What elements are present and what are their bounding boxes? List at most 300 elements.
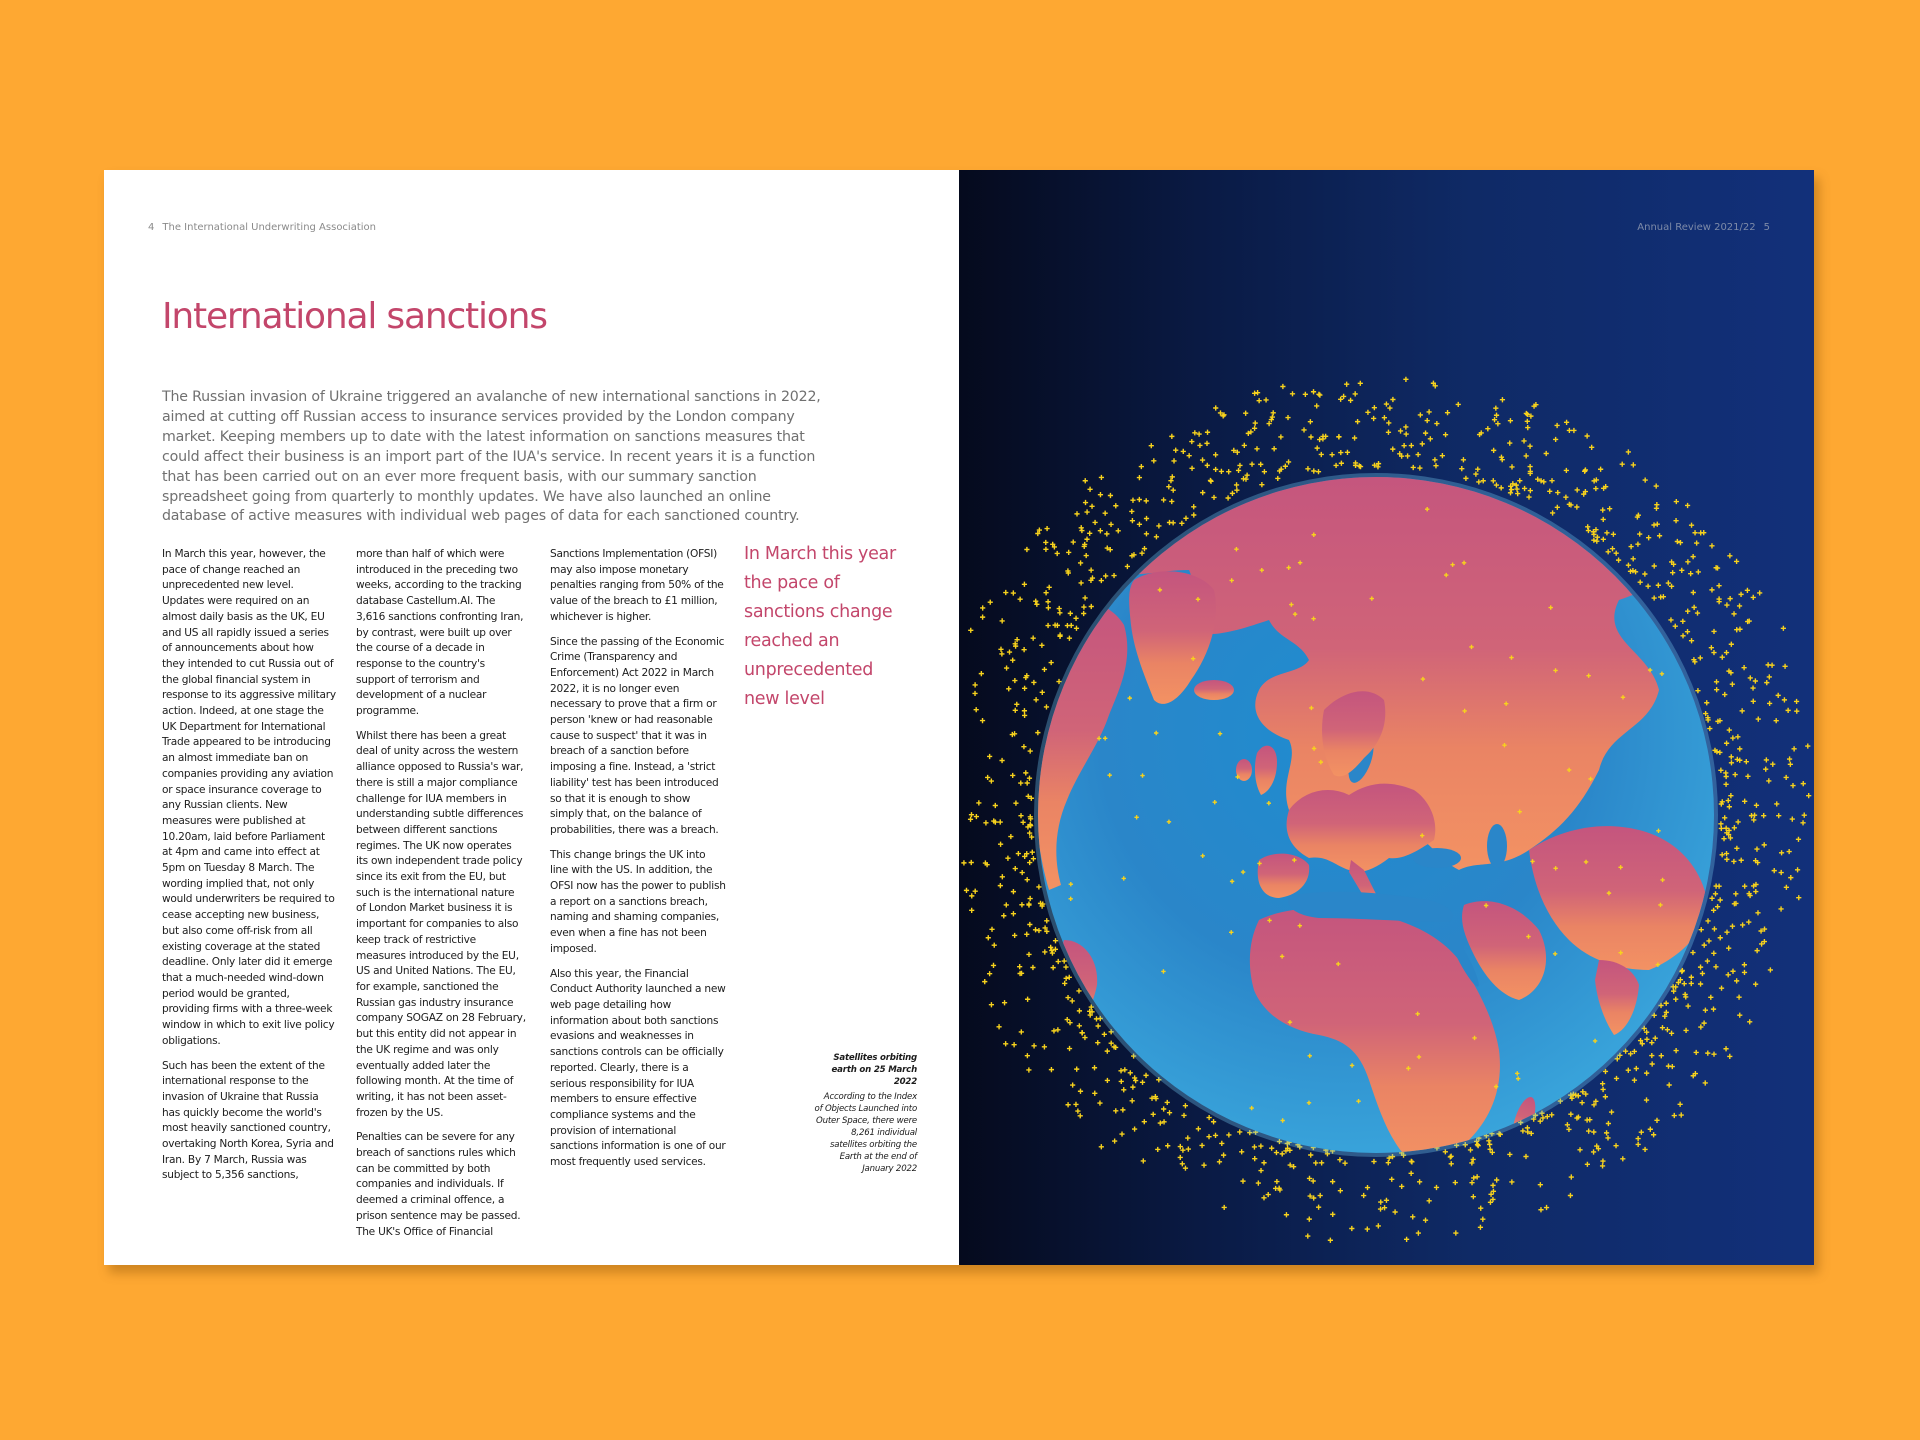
satellite-marker: [1711, 908, 1716, 913]
satellite-marker: [1028, 896, 1033, 901]
satellite-marker: [1181, 449, 1186, 454]
body-column-3: [550, 547, 726, 1180]
body-paragraph: Since the passing of the Economic Crime (Transparency and Enforcement) Act 2022 in March 2022, it is no longer even necessary to prove that a firm or person 'knew or had reasonable cause to suspect' that it was in breach of a sanction before imposing a fine. Instead, a 'strict liability' test has been introduced so that it is enough to show simply that, on the balance of probabilities, there was a breach.: [550, 635, 725, 836]
satellite-marker: [1737, 746, 1742, 751]
satellite-marker: [1073, 1102, 1078, 1107]
satellite-marker: [1632, 1078, 1637, 1083]
satellite-marker: [1604, 530, 1609, 535]
satellite-marker: [1567, 428, 1572, 433]
satellite-marker: [1727, 727, 1732, 732]
satellite-marker: [1035, 730, 1040, 735]
satellite-marker: [1774, 801, 1779, 806]
satellite-marker: [1730, 969, 1735, 974]
satellite-marker: [1480, 1217, 1485, 1222]
satellite-marker: [1802, 813, 1807, 818]
satellite-marker: [1039, 643, 1044, 648]
satellite-marker: [1734, 978, 1739, 983]
satellite-marker: [1046, 605, 1051, 610]
satellite-marker: [1036, 928, 1041, 933]
satellite-marker: [1099, 475, 1104, 480]
satellite-marker: [1475, 467, 1480, 472]
satellite-marker: [1019, 902, 1024, 907]
satellite-marker: [1065, 995, 1070, 1000]
satellite-marker: [1591, 538, 1596, 543]
satellite-marker: [1099, 1144, 1104, 1149]
satellite-marker: [1234, 488, 1239, 493]
satellite-marker: [1169, 499, 1174, 504]
satellite-marker: [1433, 463, 1438, 468]
satellite-marker: [1754, 846, 1759, 851]
satellite-marker: [1764, 680, 1769, 685]
satellite-marker: [1012, 933, 1017, 938]
satellite-marker: [1761, 813, 1766, 818]
satellite-marker: [1252, 426, 1257, 431]
satellite-marker: [1204, 441, 1209, 446]
satellite-marker: [1236, 468, 1241, 473]
satellite-marker: [1318, 1193, 1323, 1198]
satellite-marker: [972, 691, 977, 696]
satellite-marker: [1500, 397, 1505, 402]
satellite-marker: [1478, 1206, 1483, 1211]
satellite-marker: [1767, 701, 1772, 706]
satellite-marker: [1774, 718, 1779, 723]
satellite-marker: [1333, 463, 1338, 468]
satellite-marker: [1280, 1151, 1285, 1156]
satellite-marker: [1742, 665, 1747, 670]
satellite-marker: [1121, 1087, 1126, 1092]
satellite-marker: [1031, 636, 1036, 641]
satellite-marker: [1372, 405, 1377, 410]
satellite-marker: [1278, 434, 1283, 439]
satellite-marker: [1082, 595, 1087, 600]
satellite-marker: [1726, 972, 1731, 977]
publisher-name: The International Underwriting Association: [162, 222, 376, 233]
satellite-marker: [1614, 551, 1619, 556]
satellite-marker: [989, 778, 994, 783]
satellite-marker: [1651, 1132, 1656, 1137]
satellite-marker: [1352, 435, 1357, 440]
satellite-marker: [1507, 1152, 1512, 1157]
pull-quote: In March this year the pace of sanctions change reached an unprecedented new level: [744, 544, 896, 709]
satellite-marker: [1043, 547, 1048, 552]
satellite-marker: [1353, 391, 1358, 396]
satellite-marker: [1102, 1032, 1107, 1037]
satellite-marker: [1611, 532, 1616, 537]
satellite-marker: [986, 935, 991, 940]
satellite-marker: [1258, 1143, 1263, 1148]
satellite-marker: [1308, 1152, 1313, 1157]
satellite-marker: [1786, 708, 1791, 713]
satellite-marker: [1698, 981, 1703, 986]
satellite-marker: [1478, 1225, 1483, 1230]
satellite-marker: [1564, 420, 1569, 425]
satellite-marker: [1189, 466, 1194, 471]
satellite-marker: [1653, 1036, 1658, 1041]
satellite-marker: [1568, 1112, 1573, 1117]
satellite-marker: [1620, 1156, 1625, 1161]
satellite-marker: [1729, 760, 1734, 765]
satellite-marker: [1714, 679, 1719, 684]
satellite-marker: [1081, 604, 1086, 609]
satellite-marker: [1718, 768, 1723, 773]
satellite-marker: [1735, 734, 1740, 739]
satellite-marker: [1133, 1078, 1138, 1083]
satellite-marker: [1349, 1226, 1354, 1231]
satellite-marker: [1453, 1230, 1458, 1235]
satellite-marker: [1565, 1122, 1570, 1127]
satellite-marker: [1252, 1156, 1257, 1161]
satellite-marker: [1790, 783, 1795, 788]
satellite-marker: [1047, 585, 1052, 590]
satellite-marker: [1636, 1142, 1641, 1147]
left-page-number: 4: [148, 222, 155, 233]
satellite-marker: [1243, 411, 1248, 416]
satellite-marker: [1018, 780, 1023, 785]
satellite-marker: [1025, 1053, 1030, 1058]
satellite-marker: [1736, 995, 1741, 1000]
satellite-marker: [1606, 1121, 1611, 1126]
satellite-marker: [1119, 1131, 1124, 1136]
body-paragraph: Whilst there has been a great deal of unity across the western alliance opposed to Russia's war, there is still a major compliance challenge for IUA members in understanding subtle differences between different sanctions regimes. The UK now operates its own independent trade policy since its exit from the EU, but such is the international nature of London Market business it is important for companies to also keep track of restrictive measures introduced by the EU, US and United Nations. The EU, for example, sanctioned the Russian gas industry insurance company SOGAZ on 28 February, but this entity did not appear in the UK regime and was only eventually added later the following month. At the time of writing, it has not been asset-frozen by the US.: [356, 729, 526, 1119]
satellite-marker: [1025, 997, 1030, 1002]
satellite-marker: [1471, 1194, 1476, 1199]
satellite-marker: [1642, 571, 1647, 576]
satellite-marker: [1586, 1128, 1591, 1133]
satellite-marker: [1571, 428, 1576, 433]
satellite-marker: [1782, 664, 1787, 669]
satellite-marker: [1717, 596, 1722, 601]
satellite-marker: [1137, 497, 1142, 502]
satellite-marker: [1555, 505, 1560, 510]
satellite-marker: [1673, 997, 1678, 1002]
satellite-marker: [1208, 479, 1213, 484]
satellite-marker: [1782, 697, 1787, 702]
satellite-marker: [1492, 417, 1497, 422]
satellite-marker: [1740, 922, 1745, 927]
satellite-marker: [1213, 467, 1218, 472]
satellite-marker: [1272, 446, 1277, 451]
satellite-marker: [1000, 618, 1005, 623]
satellite-marker: [1074, 1067, 1079, 1072]
satellite-marker: [1509, 464, 1514, 469]
satellite-marker: [1019, 1029, 1024, 1034]
satellite-marker: [991, 963, 996, 968]
satellite-marker: [1594, 539, 1599, 544]
satellite-marker: [1104, 531, 1109, 536]
satellite-marker: [1500, 457, 1505, 462]
satellite-marker: [1805, 743, 1810, 748]
satellite-marker: [1610, 546, 1615, 551]
satellite-marker: [1161, 497, 1166, 502]
satellite-marker: [1650, 1061, 1655, 1066]
satellite-marker: [1128, 1070, 1133, 1075]
satellite-marker: [1057, 606, 1062, 611]
satellite-marker: [1301, 427, 1306, 432]
satellite-marker: [1022, 686, 1027, 691]
satellite-marker: [976, 800, 981, 805]
left-page: [104, 170, 959, 1265]
satellite-marker: [1012, 678, 1017, 683]
right-page-number: 5: [1763, 222, 1770, 233]
satellite-marker: [1387, 405, 1392, 410]
satellite-marker: [1044, 918, 1049, 923]
satellite-marker: [1155, 1147, 1160, 1152]
satellite-marker: [1043, 590, 1048, 595]
satellite-marker: [1337, 1157, 1342, 1162]
satellite-marker: [1186, 1147, 1191, 1152]
satellite-marker: [1144, 516, 1149, 521]
satellite-marker: [1001, 913, 1006, 918]
satellite-marker: [1729, 642, 1734, 647]
satellite-marker: [1521, 438, 1526, 443]
satellite-marker: [980, 615, 985, 620]
satellite-marker: [1664, 1001, 1669, 1006]
satellite-marker: [1161, 1106, 1166, 1111]
satellite-marker: [1079, 525, 1084, 530]
satellite-marker: [1365, 1227, 1370, 1232]
satellite-marker: [1105, 1049, 1110, 1054]
body-paragraph: Penalties can be severe for any breach of sanctions rules which can be committed by both companies and individuals. If deemed a criminal offence, a prison sentence may be passed. The UK's Office of Financial: [356, 1131, 521, 1238]
satellite-marker: [1748, 675, 1753, 680]
satellite-marker: [1084, 537, 1089, 542]
satellite-marker: [1772, 868, 1777, 873]
satellite-marker: [1004, 665, 1009, 670]
satellite-marker: [1313, 1160, 1318, 1165]
satellite-marker: [1434, 421, 1439, 426]
satellite-marker: [1719, 986, 1724, 991]
satellite-marker: [1137, 522, 1142, 527]
satellite-marker: [1103, 573, 1108, 578]
satellite-marker: [1049, 1067, 1054, 1072]
satellite-marker: [1021, 744, 1026, 749]
satellite-marker: [1348, 398, 1353, 403]
satellite-marker: [1726, 946, 1731, 951]
satellite-marker: [1261, 1195, 1266, 1200]
body-column-2: [356, 547, 526, 1249]
satellite-marker: [1600, 1081, 1605, 1086]
satellite-marker: [1434, 1185, 1439, 1190]
satellite-marker: [1507, 441, 1512, 446]
satellite-marker: [1727, 804, 1732, 809]
satellite-marker: [998, 819, 1003, 824]
satellite-marker: [1689, 975, 1694, 980]
satellite-marker: [1591, 1129, 1596, 1134]
satellite-marker: [1544, 451, 1549, 456]
satellite-marker: [1784, 775, 1789, 780]
satellite-marker: [1105, 1078, 1110, 1083]
satellite-marker: [1011, 889, 1016, 894]
satellite-marker: [1490, 1183, 1495, 1188]
satellite-marker: [1196, 1126, 1201, 1131]
satellite-marker: [1706, 938, 1711, 943]
satellite-marker: [1417, 1179, 1422, 1184]
satellite-marker: [1626, 563, 1631, 568]
satellite-marker: [1311, 389, 1316, 394]
satellite-marker: [1585, 524, 1590, 529]
satellite-marker: [1443, 432, 1448, 437]
satellite-marker: [1737, 1013, 1742, 1018]
satellite-marker: [1705, 918, 1710, 923]
satellite-marker: [1727, 553, 1732, 558]
satellite-marker: [1330, 1212, 1335, 1217]
satellite-marker: [1724, 602, 1729, 607]
satellite-marker: [1382, 415, 1387, 420]
satellite-marker: [1756, 717, 1761, 722]
satellite-marker: [1120, 1107, 1125, 1112]
satellite-marker: [1718, 935, 1723, 940]
satellite-marker: [1094, 1016, 1099, 1021]
satellite-marker: [1680, 633, 1685, 638]
satellite-marker: [1098, 528, 1103, 533]
satellite-marker: [1141, 1158, 1146, 1163]
satellite-marker: [1694, 1050, 1699, 1055]
satellite-marker: [1156, 523, 1161, 528]
satellite-marker: [1704, 700, 1709, 705]
satellite-marker: [1092, 1091, 1097, 1096]
satellite-marker: [1125, 564, 1130, 569]
satellite-marker: [1553, 437, 1558, 442]
satellite-marker: [1685, 503, 1690, 508]
satellite-marker: [1070, 998, 1075, 1003]
satellite-marker: [1713, 891, 1718, 896]
satellite-marker: [1042, 1044, 1047, 1049]
satellite-marker: [1645, 584, 1650, 589]
satellite-marker: [1165, 1143, 1170, 1148]
satellite-marker: [1606, 549, 1611, 554]
satellite-marker: [1112, 1138, 1117, 1143]
satellite-marker: [1685, 559, 1690, 564]
satellite-marker: [1762, 842, 1767, 847]
satellite-marker: [1130, 1098, 1135, 1103]
satellite-marker: [1722, 815, 1727, 820]
satellite-marker: [1096, 1023, 1101, 1028]
satellite-marker: [1666, 580, 1671, 585]
satellite-marker: [1027, 860, 1032, 865]
satellite-marker: [1631, 462, 1636, 467]
satellite-marker: [1132, 1075, 1137, 1080]
satellite-marker: [1702, 1021, 1707, 1026]
satellite-marker: [1689, 981, 1694, 986]
satellite-marker: [1692, 605, 1697, 610]
satellite-marker: [988, 600, 993, 605]
satellite-marker: [1691, 554, 1696, 559]
satellite-marker: [1339, 461, 1344, 466]
satellite-marker: [1000, 874, 1005, 879]
satellite-marker: [1778, 906, 1783, 911]
satellite-marker: [1643, 477, 1648, 482]
satellite-marker: [1699, 927, 1704, 932]
satellite-marker: [1744, 759, 1749, 764]
satellite-marker: [1185, 1135, 1190, 1140]
satellite-marker: [1776, 813, 1781, 818]
satellite-marker: [1740, 708, 1745, 713]
satellite-marker: [1626, 1068, 1631, 1073]
satellite-marker: [1254, 446, 1259, 451]
satellite-marker: [1252, 1144, 1257, 1149]
satellite-marker: [1787, 849, 1792, 854]
satellite-marker: [1028, 748, 1033, 753]
satellite-marker: [1654, 1118, 1659, 1123]
satellite-marker: [1255, 390, 1260, 395]
satellite-marker: [1237, 1129, 1242, 1134]
satellite-marker: [1685, 629, 1690, 634]
satellite-marker: [1463, 476, 1468, 481]
satellite-marker: [1200, 490, 1205, 495]
satellite-marker: [1030, 965, 1035, 970]
magazine-spread: [104, 170, 1814, 1265]
satellite-marker: [1603, 1094, 1608, 1099]
satellite-marker: [1724, 741, 1729, 746]
satellite-marker: [1031, 1043, 1036, 1048]
satellite-marker: [1398, 428, 1403, 433]
satellite-marker: [1307, 1176, 1312, 1181]
satellite-marker: [1675, 539, 1680, 544]
satellite-marker: [1445, 410, 1450, 415]
satellite-marker: [1667, 1082, 1672, 1087]
satellite-marker: [1794, 699, 1799, 704]
satellite-marker: [1067, 1046, 1072, 1051]
satellite-marker: [1122, 1067, 1127, 1072]
satellite-marker: [1022, 713, 1027, 718]
satellite-marker: [1315, 446, 1320, 451]
landmass-ireland: [1236, 759, 1252, 781]
satellite-marker: [1129, 509, 1134, 514]
satellite-marker: [1528, 464, 1533, 469]
satellite-marker: [1564, 468, 1569, 473]
satellite-marker: [1718, 897, 1723, 902]
satellite-marker: [1067, 1020, 1072, 1025]
satellite-marker: [1607, 506, 1612, 511]
satellite-marker: [1219, 469, 1224, 474]
right-folio: [1637, 222, 1770, 233]
satellite-marker: [1044, 526, 1049, 531]
satellite-marker: [1689, 523, 1694, 528]
satellite-marker: [1206, 1134, 1211, 1139]
satellite-marker: [1796, 837, 1801, 842]
satellite-marker: [1026, 1067, 1031, 1072]
satellite-marker: [987, 754, 992, 759]
satellite-marker: [1166, 484, 1171, 489]
satellite-marker: [1230, 491, 1235, 496]
satellite-marker: [1692, 530, 1697, 535]
satellite-marker: [1683, 1028, 1688, 1033]
satellite-marker: [1173, 448, 1178, 453]
satellite-marker: [1386, 420, 1391, 425]
satellite-marker: [1767, 674, 1772, 679]
satellite-marker: [1386, 430, 1391, 435]
satellite-marker: [1728, 793, 1733, 798]
satellite-marker: [1701, 530, 1706, 535]
satellite-marker: [1649, 1053, 1654, 1058]
satellite-marker: [1376, 1223, 1381, 1228]
satellite-marker: [1629, 544, 1634, 549]
satellite-marker: [1063, 964, 1068, 969]
satellite-marker: [1329, 452, 1334, 457]
satellite-marker: [1528, 488, 1533, 493]
satellite-marker: [1453, 1180, 1458, 1185]
satellite-marker: [1084, 553, 1089, 558]
satellite-marker: [1014, 702, 1019, 707]
satellite-marker: [1742, 970, 1747, 975]
satellite-marker: [1585, 1117, 1590, 1122]
caspian-sea: [1487, 824, 1507, 868]
satellite-marker: [1730, 682, 1735, 687]
satellite-marker: [1668, 617, 1673, 622]
satellite-marker: [1427, 1198, 1432, 1203]
satellite-marker: [1495, 421, 1500, 426]
satellite-marker: [1517, 478, 1522, 483]
satellite-marker: [1097, 1100, 1102, 1105]
